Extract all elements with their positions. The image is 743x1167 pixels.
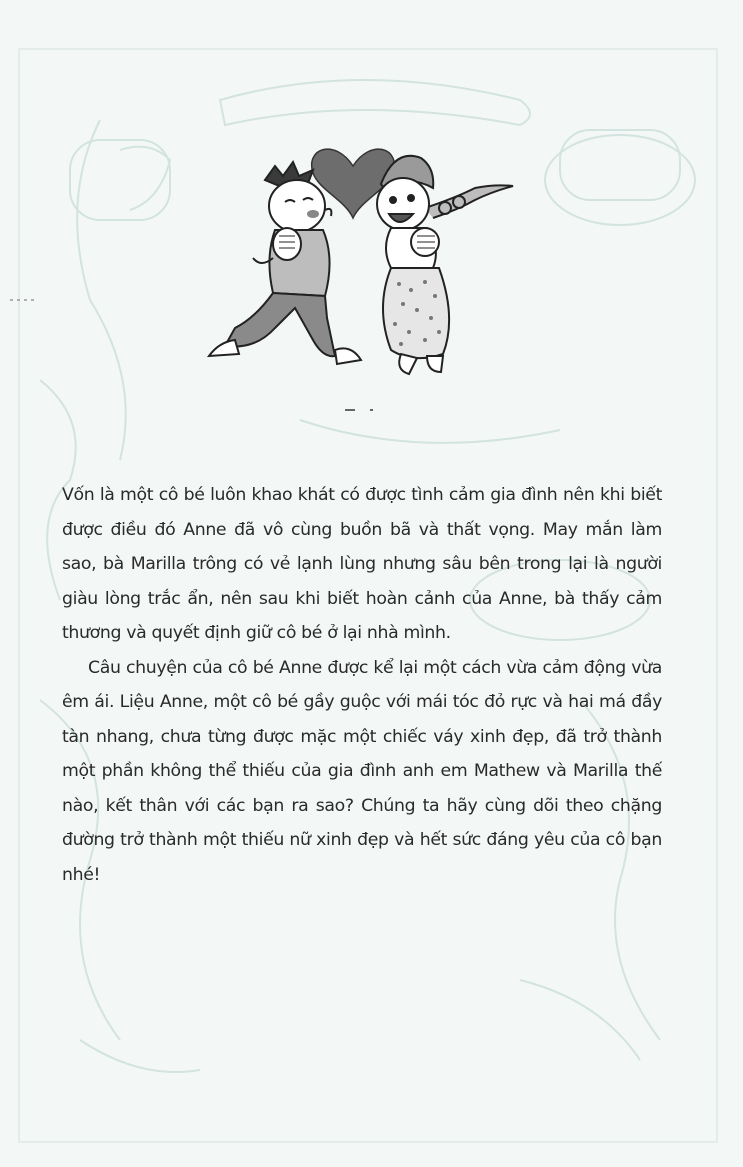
body-text: [62, 478, 662, 892]
boy-girl-heart-illustration: [195, 118, 525, 418]
girl-figure: [377, 156, 513, 374]
paragraph-2: Câu chuyện của cô bé Anne được kể lại một cách vừa cảm động vừa êm ái. Liệu Anne, một cô bé gầy guộc với mái tóc đỏ rực và hai má đầy tàn nhang, chưa từng được mặc một chiếc váy xinh đẹp, đã trở thành một phần không thể thiếu của gia đình anh em Mathew và Marilla thế nào, kết thân với các bạn ra sao? Chúng ta hãy cùng dõi theo chặng đường trở thành một thiếu nữ xinh đẹp và hết sức đáng yêu của cô bạn nhé!: [62, 657, 662, 885]
paragraph-1: Vốn là một cô bé luôn khao khát có được tình cảm gia đình nên khi biết được điều đó Anne đã vô cùng buồn bã và thất vọng. May mắn làm sao, bà Marilla trông có vẻ lạnh lùng nhưng sâu bên trong lại là người giàu lòng trắc ẩn, nên sau khi biết hoàn cảnh của Anne, bà thấy cảm thương và quyết định giữ cô bé ở lại nhà mình.: [62, 485, 662, 643]
